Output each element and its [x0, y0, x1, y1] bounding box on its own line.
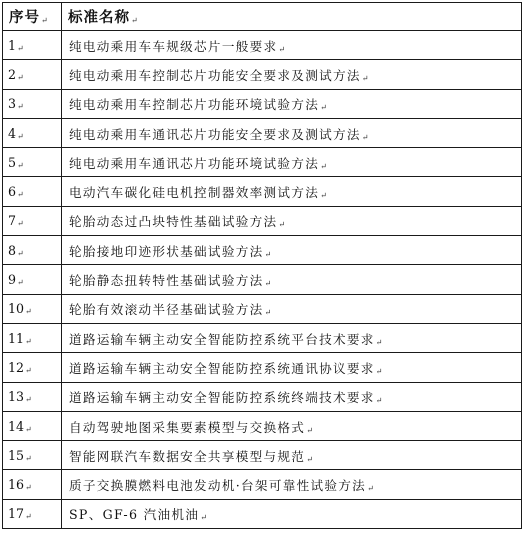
row-number-cell	[3, 411, 62, 440]
table-row	[3, 294, 522, 323]
standard-name-cell	[62, 60, 522, 89]
row-number-cell	[3, 177, 62, 206]
table-row	[3, 382, 522, 411]
standard-name-cell	[62, 236, 522, 265]
table-row	[3, 499, 522, 528]
row-number: 2	[8, 66, 17, 82]
table-row	[3, 411, 522, 440]
standard-name: 质子交换膜燃料电池发动机·台架可靠性试验方法	[69, 478, 367, 494]
row-number-cell	[3, 382, 62, 411]
paragraph-mark-icon: ↵	[25, 365, 32, 375]
row-number-cell	[3, 148, 62, 177]
row-number-cell	[3, 441, 62, 470]
table-row	[3, 31, 522, 60]
row-number-cell	[3, 60, 62, 89]
standard-name-cell	[62, 148, 522, 177]
header-name-label: 标准名称	[68, 9, 130, 26]
row-number: 10	[8, 301, 25, 317]
standard-name-cell	[62, 265, 522, 294]
row-number-cell	[3, 470, 62, 499]
standard-name-cell	[62, 206, 522, 235]
row-number: 13	[8, 389, 25, 405]
standard-name: 轮胎接地印迹形状基础试验方法	[69, 243, 264, 259]
table-row	[3, 470, 522, 499]
row-number-cell	[3, 31, 62, 60]
table-row	[3, 441, 522, 470]
standard-name: 纯电动乘用车控制芯片功能安全要求及测试方法	[69, 67, 361, 83]
table-row	[3, 60, 522, 89]
row-number: 4	[8, 125, 17, 141]
table-row	[3, 265, 522, 294]
paragraph-mark-icon: ↵	[264, 249, 272, 259]
standard-name: 轮胎有效滚动半径基础试验方法	[69, 302, 264, 318]
paragraph-mark-icon: ↵	[25, 483, 32, 493]
row-number: 1	[8, 37, 17, 53]
paragraph-mark-icon: ↵	[306, 454, 313, 464]
paragraph-mark-icon: ↵	[17, 131, 24, 141]
row-number: 12	[8, 359, 25, 375]
table-row	[3, 177, 522, 206]
standard-name-cell	[62, 31, 522, 60]
paragraph-mark-icon: ↵	[25, 424, 32, 434]
paragraph-mark-icon: ↵	[25, 336, 32, 346]
standard-name: 智能网联汽车数据安全共享模型与规范	[69, 448, 306, 464]
standard-name: 纯电动乘用车通讯芯片功能安全要求及测试方法	[69, 126, 361, 142]
paragraph-mark-icon: ↵	[25, 512, 32, 522]
standard-name-cell	[62, 177, 522, 206]
paragraph-mark-icon: ↵	[320, 161, 327, 171]
table-row	[3, 89, 522, 118]
paragraph-mark-icon: ↵	[361, 132, 369, 142]
table-body	[3, 31, 522, 529]
standard-name-cell	[62, 499, 522, 528]
table-row	[3, 148, 522, 177]
standard-name-cell	[62, 294, 522, 323]
standard-name: 纯电动乘用车车规级芯片一般要求	[69, 38, 278, 54]
standard-name: 纯电动乘用车通讯芯片功能环境试验方法	[69, 155, 320, 171]
standard-name: SP、GF-6 汽油机油	[69, 507, 200, 523]
paragraph-mark-icon: ↵	[17, 72, 24, 82]
row-number-cell	[3, 265, 62, 294]
row-number-cell	[3, 89, 62, 118]
row-number: 7	[8, 213, 17, 229]
table-row	[3, 118, 522, 147]
row-number: 5	[8, 154, 17, 170]
paragraph-mark-icon: ↵	[264, 279, 272, 289]
table-header-row	[3, 3, 522, 31]
standard-name: 道路运输车辆主动安全智能防控系统终端技术要求	[69, 390, 375, 406]
standard-name-cell	[62, 353, 522, 382]
paragraph-mark-icon: ↵	[17, 219, 24, 229]
row-number-cell	[3, 499, 62, 528]
row-number: 16	[8, 477, 25, 493]
header-number-cell	[3, 3, 62, 31]
row-number-cell	[3, 206, 62, 235]
paragraph-mark-icon: ↵	[320, 103, 327, 113]
paragraph-mark-icon: ↵	[278, 44, 286, 54]
standard-name: 自动驾驶地图采集要素模型与交换格式	[69, 419, 306, 435]
row-number: 8	[8, 242, 17, 258]
standard-name: 道路运输车辆主动安全智能防控系统通讯协议要求	[69, 360, 375, 376]
row-number-cell	[3, 294, 62, 323]
paragraph-mark-icon: ↵	[361, 73, 369, 83]
paragraph-mark-icon: ↵	[367, 484, 374, 494]
standard-name-cell	[62, 382, 522, 411]
row-number-cell	[3, 236, 62, 265]
paragraph-mark-icon: ↵	[17, 102, 24, 112]
row-number: 15	[8, 447, 25, 463]
standard-name-cell	[62, 411, 522, 440]
standard-name-cell	[62, 470, 522, 499]
row-number: 11	[8, 330, 25, 346]
paragraph-mark-icon: ↵	[17, 190, 24, 200]
table-row	[3, 206, 522, 235]
table-row	[3, 353, 522, 382]
paragraph-mark-icon: ↵	[320, 191, 327, 201]
paragraph-mark-icon: ↵	[375, 396, 383, 406]
paragraph-mark-icon: ↵	[25, 307, 32, 317]
row-number-cell	[3, 323, 62, 352]
standard-name-cell	[62, 118, 522, 147]
paragraph-mark-icon: ↵	[17, 278, 24, 288]
standard-name-cell	[62, 441, 522, 470]
table-row	[3, 323, 522, 352]
paragraph-mark-icon: ↵	[131, 16, 138, 25]
standard-name: 道路运输车辆主动安全智能防控系统平台技术要求	[69, 331, 375, 347]
paragraph-mark-icon: ↵	[375, 337, 383, 347]
header-name-cell	[62, 3, 522, 31]
paragraph-mark-icon: ↵	[200, 513, 207, 523]
standard-name: 轮胎静态扭转特性基础试验方法	[69, 273, 264, 289]
standards-table	[2, 2, 522, 529]
standard-name-cell	[62, 89, 522, 118]
paragraph-mark-icon: ↵	[306, 425, 313, 435]
row-number: 14	[8, 418, 25, 434]
row-number-cell	[3, 118, 62, 147]
paragraph-mark-icon: ↵	[17, 248, 24, 258]
paragraph-mark-icon: ↵	[41, 16, 48, 25]
paragraph-mark-icon: ↵	[17, 160, 24, 170]
standard-name: 轮胎动态过凸块特性基础试验方法	[69, 214, 278, 230]
header-number-label: 序号	[9, 9, 40, 26]
paragraph-mark-icon: ↵	[278, 220, 286, 230]
standard-name-cell	[62, 323, 522, 352]
standard-name: 电动汽车碳化硅电机控制器效率测试方法	[69, 185, 320, 201]
row-number: 9	[8, 272, 17, 288]
standard-name: 纯电动乘用车控制芯片功能环境试验方法	[69, 97, 320, 113]
row-number-cell	[3, 353, 62, 382]
row-number: 3	[8, 96, 17, 112]
paragraph-mark-icon: ↵	[25, 453, 32, 463]
row-number: 6	[8, 184, 17, 200]
paragraph-mark-icon: ↵	[264, 308, 272, 318]
paragraph-mark-icon: ↵	[375, 366, 383, 376]
paragraph-mark-icon: ↵	[25, 395, 32, 405]
table-row	[3, 236, 522, 265]
row-number: 17	[8, 506, 25, 522]
paragraph-mark-icon: ↵	[17, 43, 24, 53]
